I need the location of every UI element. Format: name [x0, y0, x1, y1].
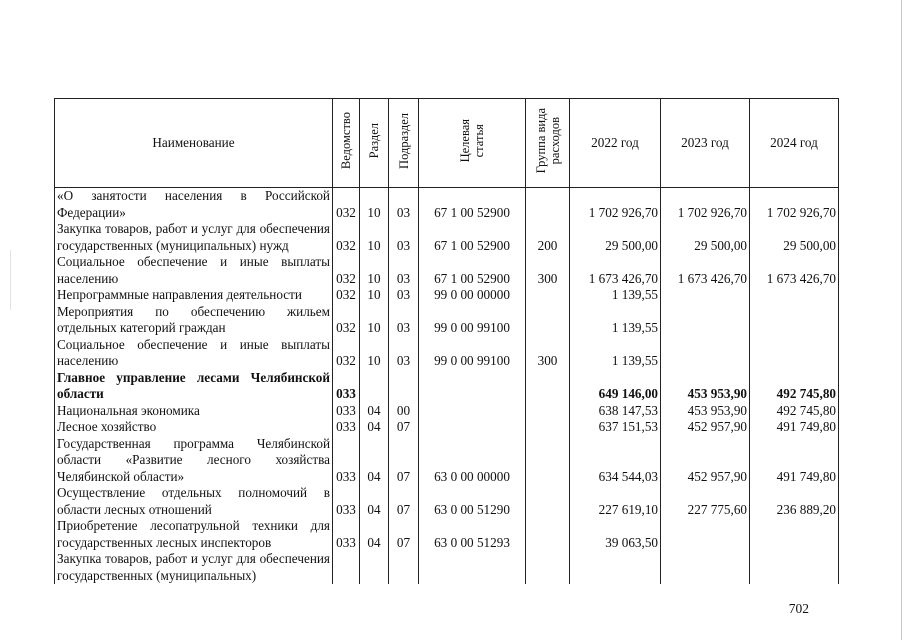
- row-2023: 1 673 426,70: [661, 254, 750, 287]
- row-target: 99 0 00 99100: [419, 337, 526, 370]
- row-target: [419, 419, 526, 436]
- row-name: Социальное обеспечение и иные выплаты населению: [55, 337, 333, 370]
- row-name: Закупка товаров, работ и услуг для обеспечения государственных (муниципальных): [55, 551, 333, 584]
- row-2024: [750, 551, 839, 584]
- row-2023: [661, 518, 750, 551]
- table-body: [55, 188, 839, 585]
- row-expense-group: [526, 419, 570, 436]
- row-department: 032: [333, 337, 360, 370]
- row-2022: 637 151,53: [570, 419, 661, 436]
- row-department: [333, 551, 360, 584]
- row-subsection: 07: [389, 419, 419, 436]
- header-name: Наименование: [55, 99, 333, 188]
- header-expense-group: Группа вида расходов: [526, 99, 570, 188]
- row-target: 67 1 00 52900: [419, 188, 526, 222]
- row-name: Главное управление лесами Челябинской области: [55, 370, 333, 403]
- row-section: 10: [360, 337, 389, 370]
- row-subsection: 03: [389, 304, 419, 337]
- row-2024: [750, 518, 839, 551]
- row-subsection: 03: [389, 188, 419, 222]
- row-2023: 227 775,60: [661, 485, 750, 518]
- table-row: [55, 287, 839, 304]
- row-subsection: 03: [389, 254, 419, 287]
- table-row: [55, 436, 839, 486]
- header-department: Ведомство: [333, 99, 360, 188]
- header-2022: 2022 год: [570, 99, 661, 188]
- row-2023: 453 953,90: [661, 403, 750, 420]
- row-subsection: 07: [389, 518, 419, 551]
- row-department: 032: [333, 287, 360, 304]
- table-row: [55, 221, 839, 254]
- row-section: 10: [360, 304, 389, 337]
- row-2023: 452 957,90: [661, 436, 750, 486]
- row-2022: 1 139,55: [570, 337, 661, 370]
- row-section: 10: [360, 287, 389, 304]
- table-row: [55, 337, 839, 370]
- row-expense-group: [526, 188, 570, 222]
- row-name: Осуществление отдельных полномочий в области лесных отношений: [55, 485, 333, 518]
- row-2024: 492 745,80: [750, 370, 839, 403]
- row-expense-group: [526, 403, 570, 420]
- table-row: [55, 370, 839, 403]
- table-row: [55, 254, 839, 287]
- row-target: 63 0 00 51293: [419, 518, 526, 551]
- row-target: 63 0 00 51290: [419, 485, 526, 518]
- row-2022: 227 619,10: [570, 485, 661, 518]
- row-expense-group: [526, 370, 570, 403]
- row-section: 10: [360, 188, 389, 222]
- table-row: [55, 485, 839, 518]
- row-section: 04: [360, 518, 389, 551]
- row-2024: 492 745,80: [750, 403, 839, 420]
- row-target: [419, 551, 526, 584]
- row-target: [419, 403, 526, 420]
- row-2022: 634 544,03: [570, 436, 661, 486]
- row-name: Национальная экономика: [55, 403, 333, 420]
- row-2022: [570, 551, 661, 584]
- row-department: 032: [333, 304, 360, 337]
- row-2023: [661, 551, 750, 584]
- row-2023: 1 702 926,70: [661, 188, 750, 222]
- row-subsection: 03: [389, 221, 419, 254]
- row-section: 04: [360, 419, 389, 436]
- row-2023: 29 500,00: [661, 221, 750, 254]
- row-target: 67 1 00 52900: [419, 221, 526, 254]
- row-department: 033: [333, 419, 360, 436]
- row-department: 032: [333, 221, 360, 254]
- page-edge-line: [901, 0, 902, 640]
- row-2024: 236 889,20: [750, 485, 839, 518]
- table-header-row: [55, 99, 839, 188]
- row-name: Закупка товаров, работ и услуг для обеспечения государственных (муниципальных) нужд: [55, 221, 333, 254]
- row-subsection: 07: [389, 436, 419, 486]
- row-2022: 1 702 926,70: [570, 188, 661, 222]
- row-2023: 453 953,90: [661, 370, 750, 403]
- row-2023: [661, 304, 750, 337]
- row-expense-group: [526, 518, 570, 551]
- row-target: 63 0 00 00000: [419, 436, 526, 486]
- row-subsection: [389, 551, 419, 584]
- row-expense-group: [526, 287, 570, 304]
- header-2023: 2023 год: [661, 99, 750, 188]
- row-2022: 649 146,00: [570, 370, 661, 403]
- row-department: 032: [333, 188, 360, 222]
- row-section: [360, 370, 389, 403]
- row-2022: 638 147,53: [570, 403, 661, 420]
- row-2022: 29 500,00: [570, 221, 661, 254]
- row-expense-group: [526, 304, 570, 337]
- row-section: 04: [360, 485, 389, 518]
- row-department: 033: [333, 518, 360, 551]
- table-row: [55, 304, 839, 337]
- row-2024: [750, 337, 839, 370]
- row-department: 033: [333, 485, 360, 518]
- row-expense-group: [526, 485, 570, 518]
- row-expense-group: 200: [526, 221, 570, 254]
- header-subsection: Подраздел: [389, 99, 419, 188]
- row-expense-group: [526, 436, 570, 486]
- row-2022: 1 139,55: [570, 287, 661, 304]
- row-name: Непрограммные направления деятельности: [55, 287, 333, 304]
- row-expense-group: 300: [526, 337, 570, 370]
- row-section: 10: [360, 254, 389, 287]
- budget-table: [54, 98, 839, 584]
- row-name: Социальное обеспечение и иные выплаты населению: [55, 254, 333, 287]
- table-row: [55, 419, 839, 436]
- row-department: 033: [333, 436, 360, 486]
- row-2024: 29 500,00: [750, 221, 839, 254]
- row-section: 04: [360, 436, 389, 486]
- row-target: 99 0 00 00000: [419, 287, 526, 304]
- row-subsection: 03: [389, 287, 419, 304]
- row-name: «О занятости населения в Российской Федерации»: [55, 188, 333, 222]
- row-subsection: [389, 370, 419, 403]
- row-subsection: 00: [389, 403, 419, 420]
- row-section: [360, 551, 389, 584]
- table-row: [55, 518, 839, 551]
- row-2024: 491 749,80: [750, 419, 839, 436]
- row-name: Мероприятия по обеспечению жильем отдельных категорий граждан: [55, 304, 333, 337]
- table-row: [55, 188, 839, 222]
- row-2023: [661, 287, 750, 304]
- table-row: [55, 551, 839, 584]
- header-2024: 2024 год: [750, 99, 839, 188]
- row-2022: 1 139,55: [570, 304, 661, 337]
- row-name: Государственная программа Челябинской области «Развитие лесного хозяйства Челябинской области»: [55, 436, 333, 486]
- row-subsection: 07: [389, 485, 419, 518]
- row-target: [419, 370, 526, 403]
- page-number: 702: [788, 601, 809, 616]
- row-section: 04: [360, 403, 389, 420]
- row-2024: [750, 287, 839, 304]
- row-2023: [661, 337, 750, 370]
- table-row: [55, 403, 839, 420]
- header-section: Раздел: [360, 99, 389, 188]
- row-department: 032: [333, 254, 360, 287]
- row-2024: 1 673 426,70: [750, 254, 839, 287]
- row-target: 67 1 00 52900: [419, 254, 526, 287]
- row-2022: 1 673 426,70: [570, 254, 661, 287]
- header-target: Целевая статья: [419, 99, 526, 188]
- row-2023: 452 957,90: [661, 419, 750, 436]
- row-2024: 491 749,80: [750, 436, 839, 486]
- scan-mark: [10, 250, 11, 310]
- row-expense-group: 300: [526, 254, 570, 287]
- row-section: 10: [360, 221, 389, 254]
- row-name: Приобретение лесопатрульной техники для государственных лесных инспекторов: [55, 518, 333, 551]
- row-target: 99 0 00 99100: [419, 304, 526, 337]
- row-subsection: 03: [389, 337, 419, 370]
- row-department: 033: [333, 403, 360, 420]
- row-expense-group: [526, 551, 570, 584]
- row-department: 033: [333, 370, 360, 403]
- row-2022: 39 063,50: [570, 518, 661, 551]
- row-2024: [750, 304, 839, 337]
- row-2024: 1 702 926,70: [750, 188, 839, 222]
- row-name: Лесное хозяйство: [55, 419, 333, 436]
